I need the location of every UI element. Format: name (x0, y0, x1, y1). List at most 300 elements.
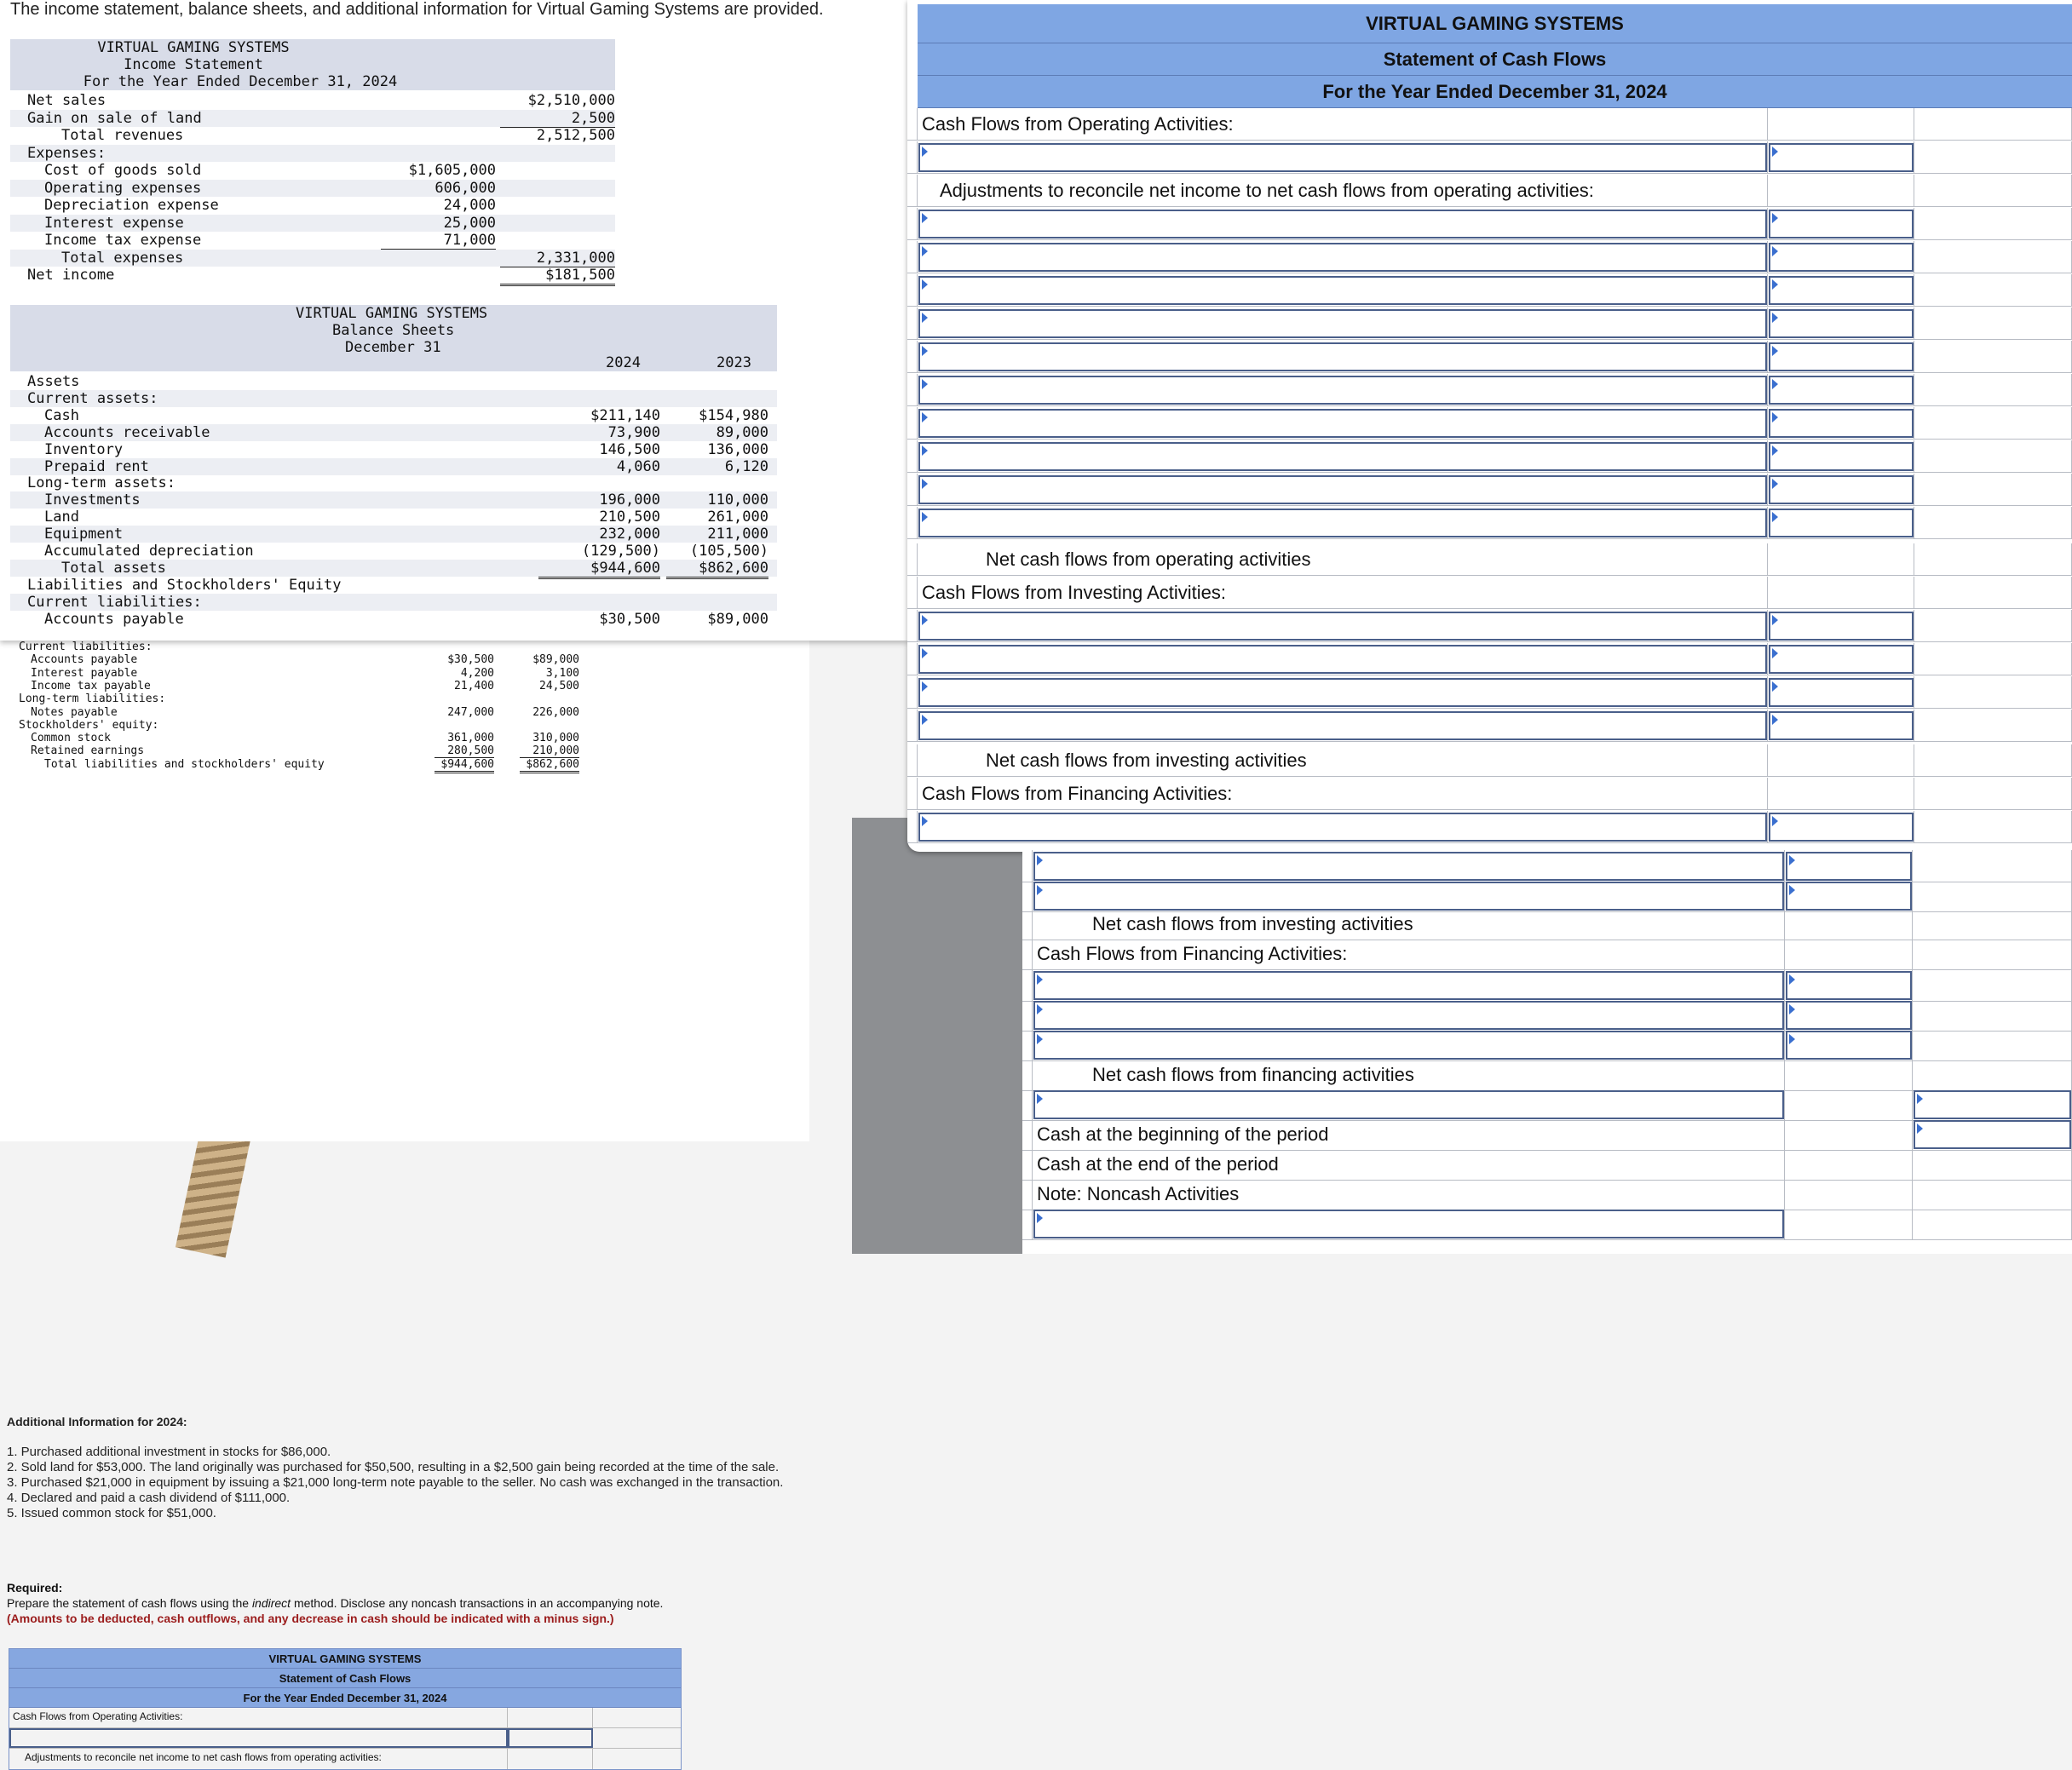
balance-line-label: Cash (44, 406, 79, 424)
cf-cell (1768, 811, 1914, 842)
cf-cell-border (1022, 850, 1033, 882)
balance-amount-2024: 4,060 (616, 457, 660, 475)
dropdown-indicator-icon (1772, 816, 1778, 826)
back-line-label: Common stock (31, 732, 111, 745)
cf-financing-row (907, 811, 2072, 843)
cf-cell (1768, 208, 1914, 239)
cf-amount-input[interactable] (1769, 475, 1914, 504)
cf-account-select[interactable] (1033, 1031, 1784, 1060)
cf-row-label: Note: Noncash Activities (1037, 1183, 1240, 1204)
cf-cell (1913, 969, 2072, 1001)
cf-cell (918, 274, 1768, 306)
additional-information (7, 1414, 808, 1521)
cf-cell-border (907, 577, 918, 608)
cf-account-select[interactable] (918, 143, 1767, 172)
cf-cell-border (907, 274, 918, 306)
back-amount-2023: $89,000 (532, 653, 579, 667)
cf-financing-heading (907, 778, 2072, 810)
cf-cell (1914, 610, 2072, 641)
cf-cell (1768, 175, 1914, 206)
cf-account-select[interactable] (1033, 971, 1784, 1000)
cf-cell-border (1022, 969, 1033, 1001)
cf-cell (1785, 850, 1913, 882)
cf-cell (1768, 744, 1914, 776)
dropdown-indicator-icon (922, 279, 928, 290)
cf-cell-border (907, 374, 918, 405)
cf-cell (1033, 880, 1785, 911)
cf-cell (1785, 1089, 1913, 1120)
cf-adjustment-row (907, 507, 2072, 539)
cf-account-select[interactable] (918, 276, 1767, 305)
balance-line-label: Inventory (44, 440, 124, 458)
back-line-label: Stockholders' equity: (19, 718, 159, 732)
cf-cell-border (1022, 1178, 1033, 1210)
cf-cash-end-row (1022, 1148, 2072, 1181)
cf-account-select[interactable] (918, 678, 1767, 707)
cf-cell-border (907, 208, 918, 239)
cf-adjustment-row (907, 440, 2072, 473)
dropdown-indicator-icon (1917, 1094, 1923, 1104)
cf-adjustment-row (907, 307, 2072, 340)
cf-cell-border (907, 474, 918, 505)
cf-adjustment-row (907, 407, 2072, 440)
cf-investing-heading (907, 577, 2072, 609)
cf-financing-row (1022, 1029, 2072, 1061)
cf-cell (1033, 1208, 1785, 1239)
balance-line-label: Land (44, 509, 79, 526)
additional-item: 1. Purchased additional investment in stocks for $86,000. (7, 1445, 331, 1459)
balance-amount-2024: 196,000 (599, 491, 660, 509)
cf-cell (918, 811, 1768, 842)
cf-cell (1785, 1029, 1913, 1060)
cf-header: Statement of Cash Flows (918, 43, 2072, 76)
cf-cell (1785, 880, 1913, 911)
income-amount-col1: 24,000 (443, 197, 496, 214)
cf-account-select[interactable] (918, 243, 1767, 272)
cf-cell (1768, 610, 1914, 641)
dropdown-indicator-icon (1772, 479, 1778, 489)
mini-cf-input[interactable] (9, 1728, 508, 1748)
dropdown-indicator-icon (1772, 147, 1778, 157)
dropdown-indicator-icon (922, 147, 928, 157)
dropdown-indicator-icon (922, 479, 928, 489)
cf-cell-border (1022, 1059, 1033, 1090)
cf-account-select[interactable] (918, 813, 1767, 842)
cf-row-label: Net cash flows from investing activities (1092, 913, 1413, 934)
cf-amount-input[interactable] (1769, 143, 1914, 172)
required-text (7, 1595, 808, 1611)
cf-account-select[interactable] (1033, 1090, 1784, 1119)
cf-cell (918, 474, 1768, 505)
balance-amount-2023: 110,000 (707, 491, 768, 509)
cf-account-select[interactable] (1033, 852, 1784, 881)
income-line-label: Expenses: (27, 144, 106, 162)
cf-cell (1914, 778, 2072, 809)
cf-cell (1768, 274, 1914, 306)
cf-account-select[interactable] (918, 612, 1767, 641)
cf-cell-border (907, 440, 918, 472)
cf-cell-border (1022, 1148, 1033, 1180)
dropdown-indicator-icon (922, 412, 928, 422)
cf-account-select[interactable] (1033, 1001, 1784, 1030)
cf-investing-row (907, 710, 2072, 742)
cf-cell-border (907, 507, 918, 538)
cf-account-select[interactable] (918, 475, 1767, 504)
cf-cell (918, 710, 1768, 741)
required-emphasis: indirect (251, 1596, 291, 1610)
dropdown-indicator-icon (922, 816, 928, 826)
cf-cell (1768, 241, 1914, 273)
cf-cell (1914, 108, 2072, 140)
back-line-label: Current liabilities: (19, 641, 153, 653)
mini-cf-row (9, 1749, 681, 1769)
additional-list (7, 1445, 808, 1521)
cf-cell-border (907, 744, 918, 776)
dropdown-indicator-icon (1772, 445, 1778, 456)
cf-cell (1033, 1089, 1785, 1120)
mini-cf-cell (593, 1708, 681, 1727)
cf-cell (1785, 908, 1913, 940)
required-section (7, 1580, 808, 1626)
balance-line-label: Long-term assets: (27, 474, 176, 492)
balance-amount-2024: 210,500 (599, 509, 660, 526)
cf-amount-input[interactable] (1769, 711, 1914, 740)
dropdown-indicator-icon (1037, 885, 1043, 895)
balance-amount-2024: $211,140 (590, 406, 660, 424)
cf-net-investing-row (907, 744, 2072, 777)
mini-cf-cell (593, 1728, 681, 1748)
cf-cell (1768, 676, 1914, 708)
cf-amount-input[interactable] (1914, 1090, 2071, 1119)
cf-cell (1913, 1089, 2072, 1120)
mini-cf-header: Statement of Cash Flows (9, 1669, 681, 1688)
income-header-line: VIRTUAL GAMING SYSTEMS (97, 39, 290, 56)
dropdown-indicator-icon (1037, 1094, 1043, 1104)
cf-investing-row (907, 610, 2072, 642)
back-amount-2024: $944,600 (435, 758, 494, 773)
cf-account-select[interactable] (918, 409, 1767, 438)
balance-amount-2023: 6,120 (724, 457, 768, 475)
dropdown-indicator-icon (1772, 246, 1778, 256)
dropdown-indicator-icon (1037, 1034, 1043, 1044)
cf-noncash-note-row (1022, 1178, 2072, 1210)
income-statement (10, 39, 615, 286)
dropdown-indicator-icon (1772, 346, 1778, 356)
dropdown-indicator-icon (1772, 279, 1778, 290)
income-line-label: Net income (27, 267, 115, 284)
cf-cell (1768, 108, 1914, 140)
balance-line-label: Current assets: (27, 389, 158, 407)
income-line-label: Income tax expense (44, 232, 202, 249)
cf-cell (918, 341, 1768, 372)
back-amount-2024: 361,000 (447, 732, 494, 745)
dropdown-indicator-icon (1772, 379, 1778, 389)
balance-amount-2023: $862,600 (666, 560, 768, 579)
income-amount-col2: 2,331,000 (500, 250, 615, 267)
additional-heading: Additional Information for 2024: (7, 1415, 187, 1428)
cf-financing-row (1022, 969, 2072, 1002)
cf-account-select[interactable] (918, 442, 1767, 471)
problem-page-back (0, 630, 809, 1763)
cf-amount-input[interactable] (1769, 442, 1914, 471)
cf-cell (1768, 710, 1914, 741)
cf-cell (1914, 241, 2072, 273)
cf-cell-border (1022, 1089, 1033, 1120)
cf-account-select[interactable] (1033, 882, 1784, 911)
dropdown-indicator-icon (1772, 648, 1778, 658)
additional-item: 3. Purchased $21,000 in equipment by issuing a $21,000 long-term note payable to the seller. No cash was exchanged in the transaction. (7, 1475, 784, 1490)
balance-year-2023: 2023 (717, 354, 751, 371)
cf-cell (1914, 474, 2072, 505)
cf-adjustment-row (907, 474, 2072, 506)
cf-cell (918, 141, 1768, 173)
cf-cell (1914, 710, 2072, 741)
additional-item: 5. Issued common stock for $51,000. (7, 1506, 216, 1520)
income-line-label: Gain on sale of land (27, 109, 202, 127)
mini-cf-header: For the Year Ended December 31, 2024 (9, 1688, 681, 1708)
cf-amount-input[interactable] (1786, 882, 1912, 911)
balance-amount-2024: 73,900 (607, 423, 660, 441)
cf-amount-input[interactable] (1769, 210, 1914, 238)
cf-cell (1785, 1148, 1913, 1180)
cf-net-investing-row (1022, 908, 2072, 940)
cf-cell (1914, 208, 2072, 239)
mini-cf-label: Adjustments to reconcile net income to net cash flows from operating activities: (9, 1749, 508, 1769)
cf-cell (1033, 850, 1785, 882)
income-amount-col1: $1,605,000 (408, 162, 496, 179)
cf-cell (1785, 1059, 1913, 1090)
cf-account-select[interactable] (918, 509, 1767, 537)
cf-cell (1913, 938, 2072, 969)
cash-flow-worksheet-lower (1022, 843, 2072, 1254)
balance-header-line: December 31 (345, 339, 441, 356)
cf-account-select[interactable] (918, 210, 1767, 238)
cf-cell (1768, 341, 1914, 372)
balance-line-label: Accounts payable (44, 610, 184, 628)
cf-amount-input[interactable] (1769, 376, 1914, 405)
cf-cell-border (907, 307, 918, 339)
cf-amount-input[interactable] (1769, 678, 1914, 707)
dropdown-indicator-icon (922, 615, 928, 625)
cf-cell (1914, 744, 2072, 776)
mini-cf-cell (508, 1708, 593, 1727)
mini-cf-input[interactable] (508, 1728, 593, 1748)
cf-cell-border (1022, 908, 1033, 940)
cf-cell-border (907, 778, 918, 809)
back-line-label: Retained earnings (31, 744, 145, 758)
balance-year-2024: 2024 (606, 354, 641, 371)
cf-net-income-row (907, 141, 2072, 174)
back-amount-2024: $30,500 (447, 653, 494, 667)
income-amount-col1: 606,000 (435, 179, 496, 197)
cf-cell (1914, 341, 2072, 372)
cf-account-select[interactable] (918, 376, 1767, 405)
dropdown-indicator-icon (1789, 885, 1795, 895)
dropdown-indicator-icon (922, 379, 928, 389)
income-line-label: Cost of goods sold (44, 162, 202, 179)
cf-account-select[interactable] (918, 342, 1767, 371)
cf-cell-border (1022, 938, 1033, 969)
cf-cell (918, 676, 1768, 708)
cf-cell (1913, 880, 2072, 911)
balance-line-label: Total assets (61, 559, 166, 577)
cf-adjustment-row (907, 208, 2072, 240)
cf-cell (1768, 543, 1914, 575)
cf-cell-border (907, 407, 918, 439)
cf-cell (1785, 999, 1913, 1031)
cf-amount-input[interactable] (1914, 1120, 2071, 1149)
dropdown-indicator-icon (922, 445, 928, 456)
cf-cell (1768, 577, 1914, 608)
cf-cell (1768, 778, 1914, 809)
back-amount-2023: 24,500 (539, 679, 579, 692)
balance-header-line: VIRTUAL GAMING SYSTEMS (296, 305, 488, 322)
cf-cell (918, 507, 1768, 538)
balance-line-label: Current liabilities: (27, 593, 202, 611)
required-text-b: method. Disclose any noncash transactions in an accompanying note. (291, 1596, 664, 1610)
mini-cf-row (9, 1728, 681, 1749)
cf-cell-border (907, 710, 918, 741)
cf-cell (1913, 1029, 2072, 1060)
cf-row-label: Net cash flows from financing activities (1092, 1064, 1414, 1085)
required-heading: Required: (7, 1581, 63, 1595)
dropdown-indicator-icon (1789, 1004, 1795, 1014)
cf-row-label: Cash Flows from Operating Activities: (922, 113, 1234, 135)
back-amount-2024: 280,500 (435, 744, 494, 758)
balance-amount-2024: $944,600 (538, 560, 660, 579)
cf-amount-input[interactable] (1769, 276, 1914, 305)
back-amount-2023: 210,000 (520, 744, 579, 758)
dropdown-indicator-icon (1772, 615, 1778, 625)
problem-page (0, 0, 907, 641)
back-line-label: Income tax payable (31, 679, 151, 692)
cf-investing-row (1022, 850, 2072, 882)
cf-cell (1785, 938, 1913, 969)
cf-cell (1768, 307, 1914, 339)
cf-account-select[interactable] (918, 645, 1767, 674)
dropdown-indicator-icon (1789, 974, 1795, 985)
cf-cell-border (907, 543, 918, 575)
cf-cell (1913, 999, 2072, 1031)
mini-cf-cell (508, 1749, 593, 1769)
cf-cell (1914, 577, 2072, 608)
cf-cell (1768, 141, 1914, 173)
dropdown-indicator-icon (922, 715, 928, 725)
cf-amount-input[interactable] (1769, 645, 1914, 674)
cf-amount-input[interactable] (1769, 509, 1914, 537)
cf-cell-border (907, 676, 918, 708)
balance-amount-2024: $30,500 (599, 610, 660, 628)
cf-amount-input[interactable] (1769, 612, 1914, 641)
cf-amount-input[interactable] (1786, 971, 1912, 1000)
cf-amount-input[interactable] (1769, 309, 1914, 338)
dropdown-indicator-icon (922, 246, 928, 256)
cf-account-select[interactable] (918, 309, 1767, 338)
cf-cash-beginning-row (1022, 1118, 2072, 1151)
mini-cf-header: VIRTUAL GAMING SYSTEMS (9, 1649, 681, 1669)
income-line-label: Net sales (27, 92, 106, 109)
cf-cell (918, 407, 1768, 439)
cf-cell (1033, 1029, 1785, 1060)
balance-amount-2023: 136,000 (707, 440, 768, 458)
back-line-label: Total liabilities and stockholders' equity (44, 757, 325, 771)
cf-cell (1768, 643, 1914, 675)
cf-cell-border (907, 175, 918, 206)
back-amount-2023: $862,600 (520, 758, 579, 773)
income-line-label: Total revenues (61, 127, 184, 144)
additional-item: 4. Declared and paid a cash dividend of $111,000. (7, 1491, 291, 1505)
cf-cell (1768, 507, 1914, 538)
cf-amount-input[interactable] (1786, 852, 1912, 881)
dropdown-indicator-icon (922, 648, 928, 658)
dropdown-indicator-icon (922, 346, 928, 356)
cf-account-select[interactable] (1033, 1210, 1784, 1238)
cf-cell (918, 241, 1768, 273)
balance-amount-2024: (129,500) (538, 543, 660, 560)
dropdown-indicator-icon (922, 213, 928, 223)
cf-adjustment-row (907, 241, 2072, 273)
cf-investing-row (907, 643, 2072, 675)
balance-line-label: Prepaid rent (44, 457, 149, 475)
cf-cell (1913, 1059, 2072, 1090)
cf-row-label: Adjustments to reconcile net income to net cash flows from operating activities: (940, 180, 1594, 201)
back-line-label: Interest payable (31, 666, 138, 680)
dropdown-indicator-icon (1772, 313, 1778, 323)
cf-row-label: Net cash flows from investing activities (986, 750, 1307, 771)
cf-amount-input[interactable] (1769, 342, 1914, 371)
cf-cell (1768, 374, 1914, 405)
cf-cell (1913, 908, 2072, 940)
cf-amount-input[interactable] (1769, 409, 1914, 438)
back-amount-2023: 226,000 (532, 705, 579, 719)
cf-cell (918, 307, 1768, 339)
dropdown-indicator-icon (1037, 855, 1043, 865)
cf-cell-border (907, 341, 918, 372)
dropdown-indicator-icon (1772, 715, 1778, 725)
balance-amount-2024: 232,000 (599, 526, 660, 543)
dropdown-indicator-icon (922, 681, 928, 692)
cf-cell (1785, 1178, 1913, 1210)
income-line-label: Interest expense (44, 214, 184, 232)
balance-amount-2023: (105,500) (666, 543, 768, 560)
cf-amount-input[interactable] (1769, 813, 1914, 842)
cf-row-label: Cash Flows from Financing Activities: (922, 783, 1233, 804)
cf-cell (1033, 999, 1785, 1031)
cf-amount-input[interactable] (1786, 1031, 1912, 1060)
cf-cell (1914, 374, 2072, 405)
cf-adjustments-heading (907, 175, 2072, 207)
income-amount-col1: 25,000 (443, 214, 496, 232)
balance-amount-2023: $154,980 (699, 406, 768, 424)
cf-header: For the Year Ended December 31, 2024 (918, 76, 2072, 108)
balance-amount-2024: 146,500 (599, 440, 660, 458)
cf-cell (1913, 1178, 2072, 1210)
cf-cell (1913, 1148, 2072, 1180)
income-amount-col2: 2,500 (500, 110, 615, 128)
cf-cell (1914, 274, 2072, 306)
cf-account-select[interactable] (918, 711, 1767, 740)
cf-amount-input[interactable] (1786, 1001, 1912, 1030)
cf-net-financing-row (1022, 1059, 2072, 1091)
dropdown-indicator-icon (1037, 1004, 1043, 1014)
cf-cell-border (907, 241, 918, 273)
cf-cell-border (1022, 1029, 1033, 1060)
back-amount-2023: 3,100 (545, 666, 579, 680)
cf-amount-input[interactable] (1769, 243, 1914, 272)
cf-cell (1785, 1208, 1913, 1239)
prompt-text: The income statement, balance sheets, and additional information for Virtual Gaming Systems are provided. (10, 0, 824, 19)
cf-cell (1768, 474, 1914, 505)
